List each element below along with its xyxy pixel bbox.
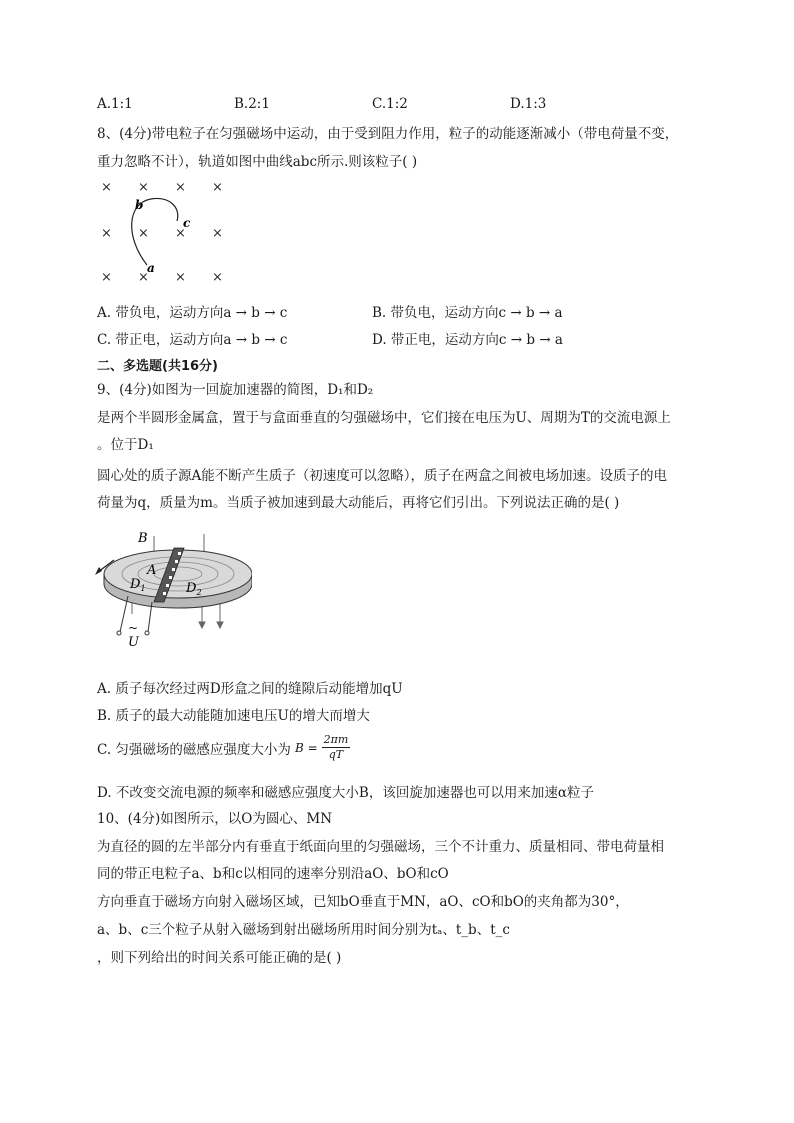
svg-text:×: ×	[212, 180, 223, 195]
svg-text:×: ×	[138, 270, 149, 285]
q10-stem-line3: 同的带正电粒子a、b和c以相同的速率分别沿aO、bO和cO	[97, 866, 449, 882]
q9-stem-line5: 荷量为q，质量为m。当质子被加速到最大动能后，再将它们引出。下列说法正确的是( )	[97, 495, 620, 511]
q9-option-c-text: C. 匀强磁场的磁感应强度大小为	[97, 741, 291, 758]
point-a-label: a	[147, 261, 155, 275]
field-crosses	[101, 180, 223, 285]
svg-text:×: ×	[138, 180, 149, 195]
q8-stem-line1: 8、(4分)带电粒子在匀强磁场中运动，由于受到阻力作用，粒子的动能逐渐减小（带电荷量不变，	[97, 126, 679, 142]
q8-option-d: D. 带正电，运动方向c → b → a	[372, 332, 563, 348]
svg-text:×: ×	[175, 270, 186, 285]
q9-stem-line1: 9、(4分)如图为一回旋加速器的简图，D₁和D₂	[97, 382, 374, 398]
point-c-label: c	[183, 216, 191, 230]
cyclotron-figure	[92, 522, 252, 657]
label-A: A	[147, 563, 157, 578]
q8-option-c: C. 带正电，运动方向a → b → c	[97, 332, 288, 348]
q9-stem-line2: 是两个半圆形金属盒，置于与盒面垂直的匀强磁场中，它们接在电压为U、周期为T的交流电源上	[97, 410, 671, 426]
q9-option-d: D. 不改变交流电源的频率和磁感应强度大小B，该回旋加速器也可以用来加速α粒子	[97, 785, 594, 801]
q9-option-c-fraction	[322, 733, 351, 762]
svg-text:×: ×	[212, 270, 223, 285]
q9-option-c	[97, 733, 350, 762]
q8-option-a: A. 带负电，运动方向a → b → c	[97, 305, 288, 321]
label-B: B	[138, 531, 148, 546]
label-U: U	[128, 635, 139, 650]
q8-option-b: B. 带负电，运动方向c → b → a	[372, 305, 563, 321]
q7-option-c: C.1:2	[372, 96, 408, 112]
q9-option-c-lhs: B =	[294, 740, 318, 755]
q10-stem-line4: 方向垂直于磁场方向射入磁场区域，已知bO垂直于MN，aO、cO和bO的夹角都为30°，	[97, 894, 629, 910]
q10-stem-line1: 10、(4分)如图所示，以O为圆心、MN	[97, 811, 333, 827]
svg-text:×: ×	[101, 180, 112, 195]
label-D1: $D_1$	[130, 577, 146, 593]
q7-option-d: D.1:3	[510, 96, 547, 112]
svg-text:×: ×	[175, 226, 186, 241]
q9-option-b: B. 质子的最大动能随加速电压U的增大而增大	[97, 708, 370, 724]
svg-text:×: ×	[175, 180, 186, 195]
svg-text:×: ×	[138, 226, 149, 241]
section-heading: 二、多选题(共16分)	[97, 359, 218, 374]
q9-stem-line4: 圆心处的质子源A能不断产生质子（初速度可以忽略），质子在两盒之间被电场加速。设质子的电	[97, 468, 667, 484]
svg-text:×: ×	[101, 270, 112, 285]
point-b-label: b	[135, 198, 144, 212]
label-tilde: ~	[128, 621, 139, 635]
q10-stem-line2: 为直径的圆的左半部分内有垂直于纸面向里的匀强磁场，三个不计重力、质量相同、带电荷量相	[97, 839, 664, 855]
q10-stem-line6: ，则下列给出的时间关系可能正确的是( )	[97, 950, 342, 966]
q8-magnetic-field-figure	[95, 175, 235, 285]
q8-stem-line2: 重力忽略不计），轨道如图中曲线abc所示.则该粒子( )	[97, 154, 418, 170]
svg-text:×: ×	[101, 226, 112, 241]
fraction-numerator: 2πm	[323, 733, 349, 746]
q7-option-b: B.2:1	[234, 96, 270, 112]
fraction-denominator: qT	[328, 748, 344, 761]
q7-option-a: A.1:1	[97, 96, 133, 112]
svg-text:×: ×	[212, 226, 223, 241]
q10-stem-line5: a、b、c三个粒子从射入磁场到射出磁场所用时间分别为tₐ、t_b、t_c	[97, 922, 510, 938]
q9-option-a: A. 质子每次经过两D形盒之间的缝隙后动能增加qU	[97, 681, 403, 697]
label-D2: $D_2$	[186, 581, 202, 597]
q9-stem-line3: 。位于D₁	[97, 437, 154, 453]
